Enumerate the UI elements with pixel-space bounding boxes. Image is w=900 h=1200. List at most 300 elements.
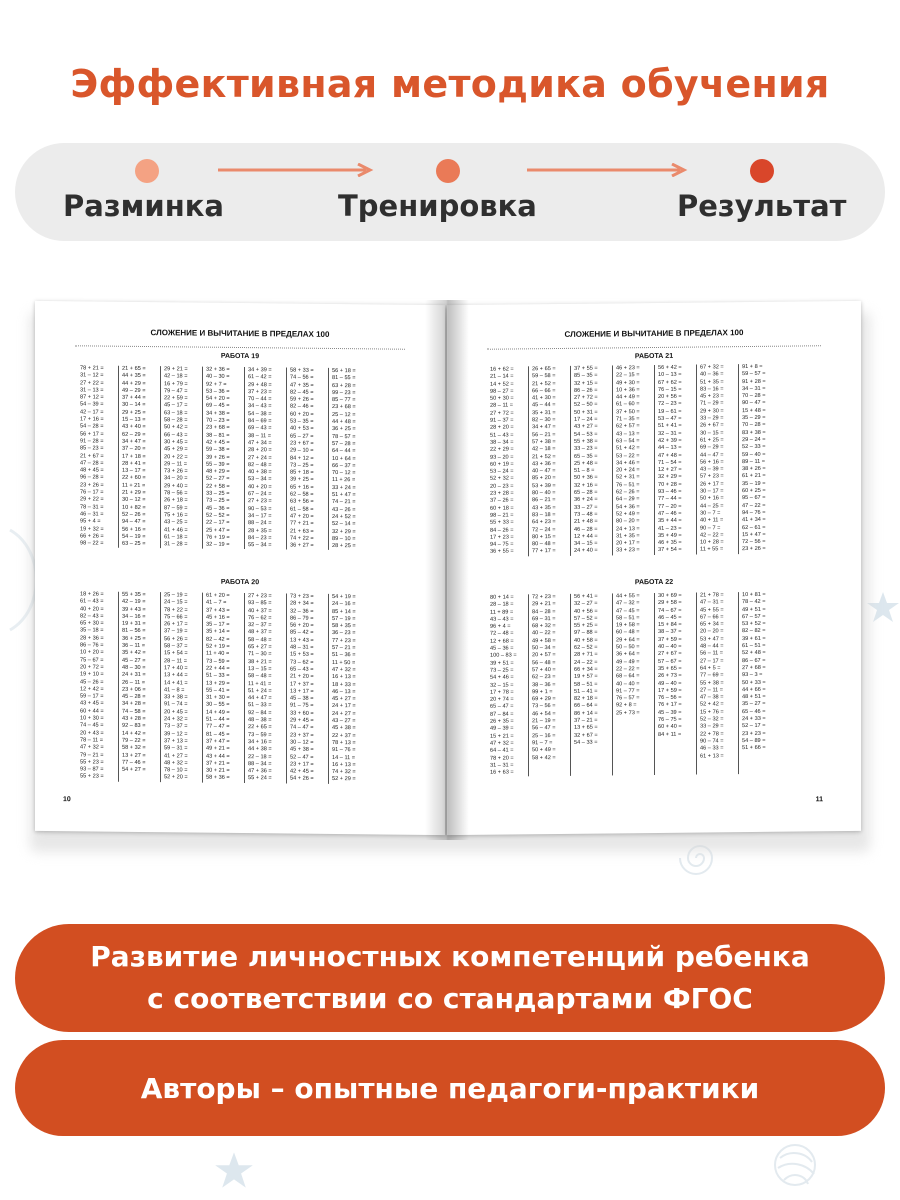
exercise-item: 30 – 12 = <box>122 497 146 504</box>
step-3-label: Результат <box>677 189 847 223</box>
exercise-item: 30 – 15 = <box>700 429 724 437</box>
exercise-item: 85 – 23 = <box>80 445 104 452</box>
exercise-item: 65 – 47 = <box>490 703 514 711</box>
exercise-column <box>613 593 655 776</box>
exercise-item: 58 – 48 = <box>248 673 272 680</box>
exercise-item: 52 – 26 = <box>122 511 146 518</box>
exercise-item: 64 – 41 = <box>490 747 514 754</box>
exercise-item: 45 + 38 = <box>290 746 314 754</box>
exercise-item: 33 + 60 = <box>290 710 314 717</box>
exercise-item: 70 – 44 = <box>248 396 272 403</box>
exercise-item: 10 + 30 = <box>80 715 104 722</box>
exercise-item: 80 + 15 = <box>532 533 556 541</box>
exercise-item: 62 – 26 = <box>616 489 640 496</box>
arrow-right-icon-2 <box>527 163 692 177</box>
exercise-item: 37 + 59 = <box>658 636 682 643</box>
exercise-item: 45 – 27 = <box>122 657 146 664</box>
exercise-item: 51 + 66 = <box>742 745 766 752</box>
exercise-item: 40 + 20 = <box>248 483 272 491</box>
exercise-item: 63 + 56 = <box>290 498 314 506</box>
exercise-item: 46 + 23 = <box>616 365 640 372</box>
exercise-item: 40 + 38 = <box>248 469 272 476</box>
exercise-item: 32 – 36 = <box>290 608 314 615</box>
exercise-item: 91 – 7 = <box>532 740 553 747</box>
exercise-item: 76 – 17 = <box>80 489 104 496</box>
exercise-item: 21 + 78 = <box>700 592 724 599</box>
exercise-item: 17 + 40 = <box>164 665 188 672</box>
exercise-item: 29 – 10 = <box>290 447 314 455</box>
exercise-item: 82 – 82 = <box>742 628 766 635</box>
exercise-item: 38 – 36 = <box>532 681 556 688</box>
exercise-item: 83 – 18 = <box>532 511 556 519</box>
exercise-item: 14 + 52 = <box>490 381 514 388</box>
exercise-item: 13 + 43 = <box>290 637 314 644</box>
exercise-item: 73 + 26 = <box>164 468 188 475</box>
exercise-item: 11 + 55 = <box>700 546 724 553</box>
exercise-item: 73 – 48 = <box>574 511 598 518</box>
exercise-item: 64 + 23 = <box>532 519 556 526</box>
exercise-item: 75 – 66 = <box>164 614 188 621</box>
exercise-item: 67 – 57 = <box>742 613 766 620</box>
exercise-item: 58 + 32 = <box>122 744 146 752</box>
exercise-item: 47 – 22 = <box>742 502 766 509</box>
exercise-item: 51 – 33 = <box>206 672 230 680</box>
exercise-item: 41 – 7 = <box>206 599 227 607</box>
exercise-item: 17 + 23 = <box>490 534 514 541</box>
exercise-item: 77 – 44 = <box>658 496 682 503</box>
exercise-item: 60 + 44 = <box>80 708 104 715</box>
exercise-item: 74 – 45 = <box>80 722 104 729</box>
method-steps-bar <box>15 143 885 241</box>
exercise-item: 46 – 13 = <box>332 688 356 696</box>
exercise-item: 16 + 79 = <box>164 380 188 388</box>
exercise-item: 37 – 21 = <box>574 717 598 724</box>
exercise-item: 58 + 36 = <box>206 775 230 782</box>
exercise-item: 37 – 19 = <box>164 628 188 635</box>
exercise-item: 40 + 11 = <box>700 517 724 524</box>
exercise-item: 99 – 23 = <box>332 389 356 397</box>
exercise-item: 23 + 37 = <box>290 732 314 739</box>
exercise-item: 74 + 32 = <box>332 769 356 776</box>
exercise-item: 23 + 67 = <box>290 440 314 447</box>
exercise-item: 87 + 12 = <box>80 394 104 401</box>
exercise-item: 43 + 45 = <box>80 700 104 708</box>
exercise-item: 86 – 76 = <box>80 642 104 649</box>
exercise-item: 15 + 54 = <box>164 650 188 657</box>
exercise-item: 47 – 31 = <box>700 599 724 606</box>
exercise-item: 59 – 40 = <box>742 451 766 458</box>
exercise-item: 45 + 23 = <box>700 393 724 400</box>
banner-competencies-line-2: с соответствии со стандартами ФГОС <box>147 982 753 1015</box>
exercise-item: 83 – 16 = <box>700 386 724 393</box>
exercise-item: 58 – 28 = <box>164 417 188 424</box>
exercise-item: 57 + 38 = <box>532 438 556 446</box>
right-page-divider <box>487 345 821 349</box>
exercise-item: 39 – 12 = <box>164 730 188 738</box>
exercise-item: 32 – 19 = <box>206 541 230 549</box>
exercise-item: 53 – 36 = <box>206 388 230 395</box>
exercise-item: 54 + 46 = <box>490 674 514 681</box>
exercise-item: 91 – 77 = <box>616 688 640 695</box>
exercise-item: 21 + 20 = <box>290 673 314 681</box>
exercise-item: 64 – 44 = <box>332 448 356 455</box>
exercise-item: 50 + 36 = <box>574 475 598 482</box>
exercise-item: 29 + 30 = <box>700 408 724 415</box>
exercise-item: 52 – 33 = <box>742 444 766 451</box>
exercise-item: 20 + 57 = <box>532 652 556 659</box>
exercise-item: 41 + 34 = <box>742 517 766 524</box>
exercise-item: 60 + 19 = <box>490 461 514 468</box>
exercise-item: 84 – 69 = <box>248 418 272 425</box>
exercise-item: 55 + 23 = <box>80 773 104 780</box>
exercise-item: 37 – 20 = <box>122 446 146 453</box>
exercise-item: 45 – 26 = <box>80 678 104 686</box>
exercise-item: 32 + 29 = <box>332 528 356 535</box>
exercise-item: 55 + 24 = <box>248 775 272 782</box>
exercise-item: 23 + 17 = <box>290 761 314 768</box>
exercise-item: 71 – 29 = <box>700 400 724 408</box>
exercise-item: 35 + 31 = <box>532 409 556 417</box>
exercise-item: 70 + 28 = <box>658 481 682 488</box>
exercise-item: 69 – 29 = <box>700 444 724 451</box>
exercise-item: 47 + 48 = <box>658 452 682 459</box>
exercise-item: 34 + 28 = <box>122 701 146 708</box>
exercise-item: 85 – 77 = <box>332 397 356 404</box>
exercise-item: 90 – 47 = <box>742 400 766 407</box>
exercise-item: 78 + 20 = <box>490 755 514 762</box>
exercise-item: 26 + 73 = <box>658 672 682 680</box>
exercise-item: 40 – 40 = <box>658 643 682 651</box>
exercise-item: 50 – 34 = <box>532 645 556 652</box>
exercise-item: 35 – 18 = <box>80 627 104 635</box>
exercise-item: 44 + 55 = <box>616 593 640 600</box>
exercise-item: 34 + 47 = <box>122 438 146 445</box>
exercise-item: 44 + 49 = <box>616 394 640 401</box>
exercise-item: 23 + 26 = <box>80 482 104 489</box>
exercise-item: 67 + 32 = <box>700 364 724 371</box>
exercise-item: 22 + 60 = <box>122 475 146 482</box>
exercise-item: 29 + 21 = <box>164 366 188 373</box>
exercise-item: 37 + 44 = <box>122 394 146 402</box>
exercise-item: 11 + 89 = <box>490 609 514 616</box>
exercise-item: 98 – 27 = <box>490 388 514 395</box>
exercise-item: 24 + 40 = <box>574 548 598 555</box>
exercise-item: 55 + 33 = <box>490 519 514 526</box>
exercise-item: 24 + 31 = <box>122 672 146 679</box>
exercise-item: 73 – 59 = <box>248 731 272 738</box>
exercise-item: 35 + 65 = <box>658 665 682 672</box>
exercise-item: 23 + 28 = <box>490 490 514 497</box>
exercise-item: 29 + 40 = <box>164 482 188 490</box>
exercise-item: 42 – 19 = <box>122 599 146 606</box>
exercise-item: 38 – 81 = <box>206 432 230 439</box>
exercise-item: 21 + 48 = <box>574 518 598 526</box>
exercise-item: 73 – 25 = <box>490 667 514 674</box>
star-doodle-icon <box>866 590 900 624</box>
exercise-item: 28 – 11 = <box>164 657 188 665</box>
exercise-item: 63 – 25 = <box>122 540 146 548</box>
yarn-doodle-icon <box>770 1140 820 1190</box>
exercise-item: 93 – 87 = <box>80 766 104 773</box>
exercise-column <box>161 592 203 782</box>
exercise-item: 18 + 26 = <box>80 591 104 598</box>
exercise-item: 93 – 46 = <box>658 488 682 496</box>
exercise-item: 65 – 27 = <box>290 433 314 440</box>
exercise-item: 22 + 44 = <box>206 665 230 672</box>
exercise-item: 22 – 18 = <box>248 753 272 760</box>
exercise-item: 43 + 36 = <box>532 460 556 468</box>
exercise-item: 48 + 32 = <box>164 760 188 767</box>
exercise-item: 34 – 16 = <box>122 613 146 620</box>
exercise-item: 76 + 19 = <box>206 534 230 541</box>
exercise-item: 24 + 52 = <box>332 513 356 521</box>
exercise-item: 34 – 31 = <box>742 385 766 392</box>
exercise-item: 57 + 40 = <box>532 666 556 674</box>
exercise-item: 84 – 23 = <box>248 534 272 542</box>
work-20-title: РАБОТА 20 <box>220 578 260 587</box>
exercise-item: 55 + 23 = <box>80 759 104 766</box>
exercise-item: 56 + 18 = <box>332 367 356 375</box>
exercise-item: 49 – 29 = <box>122 387 146 394</box>
exercise-item: 30 + 21 = <box>206 767 230 775</box>
exercise-item: 89 – 10 = <box>332 535 356 543</box>
exercise-item: 52 + 19 = <box>206 643 230 650</box>
exercise-item: 74 – 47 = <box>290 724 314 732</box>
exercise-item: 33 + 38 = <box>164 694 188 701</box>
exercise-item: 54 – 89 = <box>742 737 766 745</box>
exercise-item: 51 – 41 = <box>574 688 598 695</box>
exercise-item: 51 – 43 = <box>490 432 514 439</box>
exercise-item: 24 + 13 = <box>616 525 640 532</box>
exercise-item: 24 + 17 = <box>332 703 356 710</box>
exercise-item: 82 – 42 = <box>206 636 230 643</box>
exercise-item: 63 + 28 = <box>332 382 356 389</box>
exercise-item: 78 – 31 = <box>80 503 104 511</box>
exercise-item: 81 – 56 = <box>122 628 146 635</box>
exercise-item: 61 + 20 = <box>206 592 230 599</box>
exercise-item: 10 – 13 = <box>658 372 682 379</box>
exercise-item: 73 + 23 = <box>290 593 314 600</box>
exercise-item: 42 – 22 = <box>700 532 724 539</box>
exercise-item: 36 + 25 = <box>332 426 356 433</box>
exercise-item: 57 – 67 = <box>658 658 682 665</box>
exercise-item: 13 + 27 = <box>122 752 146 759</box>
exercise-item: 14 – 11 = <box>332 754 356 761</box>
exercise-item: 37 + 47 = <box>206 738 230 745</box>
exercise-item: 30 – 17 = <box>700 488 724 495</box>
star-doodle-icon-2 <box>214 1150 254 1190</box>
exercise-item: 50 + 42 = <box>164 424 188 431</box>
exercise-column <box>487 594 529 777</box>
exercise-item: 46 – 33 = <box>700 745 724 752</box>
exercise-item: 73 – 62 = <box>290 659 314 666</box>
exercise-column <box>203 593 245 783</box>
exercise-item: 13 + 17 = <box>290 688 314 695</box>
exercise-item: 53 – 24 = <box>490 468 514 475</box>
exercise-item: 73 – 56 = <box>532 703 556 710</box>
exercise-item: 74 + 22 = <box>290 535 314 542</box>
exercise-item: 27 – 17 = <box>700 657 724 665</box>
exercise-item: 77 – 20 = <box>658 503 682 510</box>
exercise-item: 42 + 45 = <box>290 768 314 775</box>
exercise-item: 37 + 13 = <box>164 738 188 745</box>
exercise-item: 93 – 3 = <box>742 672 763 679</box>
exercise-item: 87 – 84 = <box>490 711 514 718</box>
exercise-item: 39 + 25 = <box>290 476 314 484</box>
exercise-item: 80 – 48 = <box>532 541 556 548</box>
exercise-item: 25 + 48 = <box>574 460 598 467</box>
exercise-item: 82 – 45 = <box>290 389 314 396</box>
exercise-item: 28 – 18 = <box>490 601 514 609</box>
exercise-item: 86 – 67 = <box>742 657 766 664</box>
exercise-column <box>655 593 697 776</box>
exercise-item: 35 – 19 = <box>742 480 766 487</box>
exercise-item: 49 – 39 = <box>490 725 514 733</box>
exercise-item: 88 – 24 = <box>248 520 272 527</box>
exercise-item: 21 + 65 = <box>122 365 146 373</box>
exercise-item: 44 + 47 = <box>248 695 272 702</box>
exercise-item: 31 – 28 = <box>164 541 188 548</box>
exercise-item: 75 – 67 = <box>80 656 104 664</box>
exercise-item: 60 + 40 = <box>658 724 682 731</box>
exercise-item: 15 + 48 = <box>742 407 766 414</box>
exercise-item: 19 + 10 = <box>80 671 104 678</box>
exercise-item: 66 – 43 = <box>164 431 188 439</box>
exercise-item: 47 + 34 = <box>248 440 272 447</box>
exercise-column <box>119 366 161 549</box>
exercise-item: 43 – 13 = <box>616 430 640 438</box>
exercise-item: 25 – 19 = <box>164 592 188 599</box>
exercise-item: 60 + 18 = <box>490 505 514 512</box>
exercise-item: 35 + 44 = <box>658 517 682 525</box>
exercise-item: 59 – 38 = <box>206 446 230 454</box>
exercise-item: 31 + 35 = <box>616 532 640 540</box>
exercise-item: 54 – 39 = <box>80 401 104 409</box>
exercise-item: 23 + 06 = <box>122 686 146 693</box>
exercise-item: 44 + 35 = <box>122 373 146 380</box>
exercise-item: 22 – 22 = <box>616 666 640 673</box>
exercise-column <box>571 593 613 776</box>
exercise-item: 14 + 49 = <box>206 709 230 716</box>
exercise-item: 73 – 37 = <box>164 723 188 730</box>
exercise-item: 26 + 17 = <box>164 621 188 628</box>
exercise-item: 91 – 76 = <box>332 747 356 754</box>
exercise-item: 16 + 63 = <box>490 769 514 776</box>
exercise-item: 55 + 25 = <box>574 622 598 630</box>
exercise-item: 32 – 31 = <box>658 430 682 437</box>
exercise-item: 78 + 13 = <box>332 739 356 747</box>
exercise-item: 44 + 29 = <box>122 380 146 387</box>
exercise-item: 77 – 46 = <box>122 759 146 766</box>
exercise-item: 51 – 8 = <box>574 467 595 474</box>
exercise-item: 70 – 28 = <box>742 393 766 400</box>
exercise-item: 97 – 88 = <box>574 630 598 637</box>
exercise-item: 95 – 67 = <box>742 495 766 502</box>
exercise-item: 47 + 35 = <box>290 382 314 389</box>
exercise-item: 47 – 38 = <box>700 694 724 701</box>
exercise-item: 27 + 23 = <box>248 498 272 505</box>
exercise-item: 35 – 17 = <box>206 621 230 629</box>
exercise-item: 32 + 67 = <box>574 732 598 739</box>
exercise-item: 54 + 20 = <box>206 395 230 403</box>
exercise-item: 80 – 20 = <box>616 518 640 525</box>
exercise-item: 87 – 59 = <box>164 504 188 512</box>
exercise-item: 21 + 63 = <box>290 528 314 535</box>
exercise-item: 56 + 16 = <box>122 526 146 533</box>
exercise-item: 54 – 38 = <box>248 410 272 418</box>
exercise-item: 36 + 27 = <box>290 542 314 549</box>
exercise-item: 38 – 34 = <box>490 439 514 446</box>
exercise-column <box>529 594 571 777</box>
exercise-item: 42 + 45 = <box>206 439 230 446</box>
exercise-item: 28 + 34 = <box>290 600 314 608</box>
exercise-item: 48 – 44 = <box>700 643 724 650</box>
exercise-item: 14 + 41 = <box>164 679 188 687</box>
exercise-item: 50 + 31 = <box>574 409 598 416</box>
exercise-item: 94 – 47 = <box>122 518 146 526</box>
exercise-item: 48 + 51 = <box>742 693 766 701</box>
exercise-item: 72 – 48 = <box>490 630 514 638</box>
exercise-item: 51 – 33 = <box>248 702 272 709</box>
exercise-item: 51 + 47 = <box>332 492 356 499</box>
exercise-item: 91 – 74 = <box>164 701 188 708</box>
exercise-item: 84 + 11 = <box>658 731 682 738</box>
exercise-item: 67 – 24 = <box>248 491 272 498</box>
exercise-item: 88 – 34 = <box>248 760 272 768</box>
exercise-item: 20 + 74 = <box>490 696 514 703</box>
exercise-item: 14 + 42 = <box>122 730 146 737</box>
exercise-item: 56 – 21 = <box>532 431 556 438</box>
exercise-item: 66 – 64 = <box>574 703 598 710</box>
exercise-item: 17 + 59 = <box>658 687 682 694</box>
exercise-item: 20 + 24 = <box>616 467 640 474</box>
exercise-item: 41 + 30 = <box>532 395 556 402</box>
exercise-item: 29 – 24 = <box>742 436 766 444</box>
exercise-item: 37 – 26 = <box>490 497 514 505</box>
exercise-item: 81 – 45 = <box>206 731 230 738</box>
exercise-item: 57 – 19 = <box>332 615 356 623</box>
exercise-column <box>487 366 529 556</box>
exercise-item: 20 + 45 = <box>164 708 188 716</box>
exercise-item: 24 + 33 = <box>742 715 766 723</box>
exercise-item: 48 – 38 = <box>248 717 272 724</box>
work-22-grid <box>487 592 781 778</box>
exercise-item: 36 + 64 = <box>616 651 640 658</box>
exercise-item: 52 + 42 = <box>700 701 724 708</box>
exercise-column <box>161 366 203 549</box>
exercise-item: 38 – 37 = <box>658 629 682 636</box>
exercise-item: 53 + 47 = <box>700 636 724 643</box>
exercise-item: 40 – 22 = <box>532 630 556 637</box>
exercise-item: 33 – 29 = <box>700 415 724 422</box>
exercise-item: 10 + 28 = <box>700 539 724 546</box>
exercise-item: 11 + 40 = <box>206 651 230 658</box>
exercise-item: 61 – 58 = <box>290 506 314 513</box>
exercise-column <box>739 364 781 554</box>
exercise-item: 11 + 21 = <box>122 482 146 489</box>
exercise-item: 69 + 29 = <box>532 696 556 703</box>
exercise-item: 61 – 60 = <box>616 401 640 408</box>
exercise-item: 29 + 45 = <box>290 717 314 724</box>
exercise-item: 44 + 38 = <box>248 746 272 753</box>
exercise-item: 20 + 22 = <box>164 453 188 461</box>
exercise-item: 51 + 42 = <box>616 445 640 452</box>
exercise-item: 55 + 38 = <box>700 679 724 687</box>
exercise-item: 27 + 24 = <box>248 454 272 461</box>
exercise-item: 47 – 32 = <box>616 600 640 607</box>
exercise-item: 47 + 32 = <box>332 666 356 674</box>
exercise-item: 90 – 7 = <box>700 524 721 532</box>
